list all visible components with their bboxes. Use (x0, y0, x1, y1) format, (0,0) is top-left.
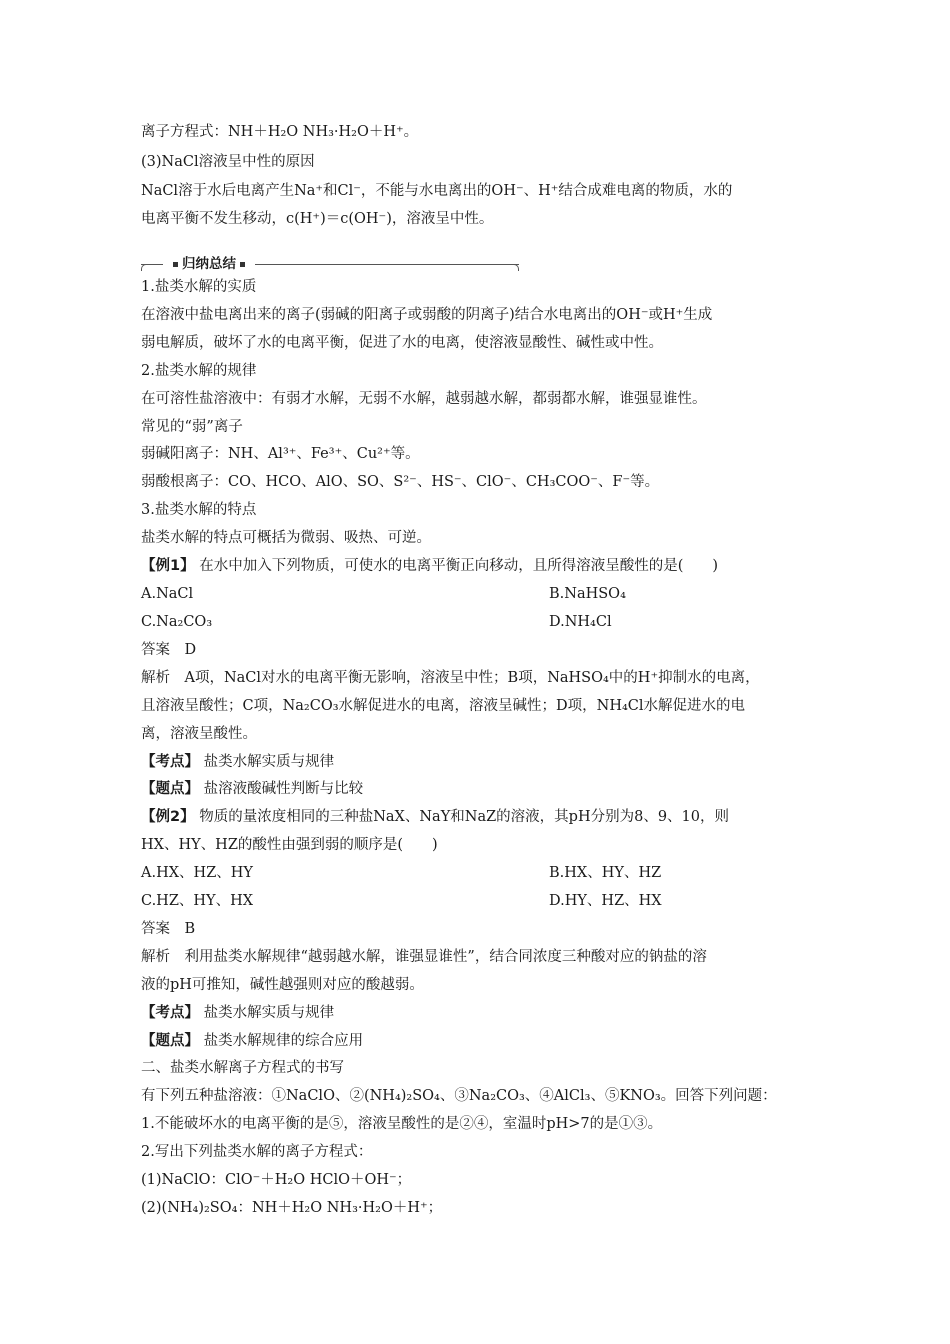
section-2-heading: 二、盐类水解离子方程式的书写 (141, 1060, 344, 1076)
example-1-kaodian: 【考点】 盐类水解实质与规律 (141, 754, 335, 770)
option-a: A.NaCl (141, 586, 194, 602)
option-d: D.HY、HZ、HX (549, 893, 662, 909)
example-2-options-cd (141, 891, 821, 911)
summary-header (141, 257, 519, 271)
option-a: A.HX、HZ、HY (141, 865, 253, 881)
question-2-prompt: 2.写出下列盐类水解的离子方程式： (141, 1144, 373, 1160)
nacl-neutral-heading: (3)NaCl溶液呈中性的原因 (141, 154, 315, 170)
example-2-question-2: HX、HY、HZ的酸性由强到弱的顺序是( ) (141, 837, 438, 853)
example-2-answer: 答案 B (141, 921, 196, 937)
example-1-answer: 答案 D (141, 642, 197, 658)
example-2-explanation-2: 液的pH可推知，碱性越强则对应的酸越弱。 (141, 977, 424, 993)
naclo-equation: (1)NaClO：ClO⁻＋H₂O HClO＋OH⁻； (141, 1172, 412, 1188)
example-2-kaodian: 【考点】 盐类水解实质与规律 (141, 1005, 335, 1021)
summary-item-2-title: 2.盐类水解的规律 (141, 363, 257, 379)
weak-ions-heading: 常见的“弱”离子 (141, 419, 243, 435)
option-b: B.NaHSO₄ (549, 586, 626, 602)
example-1-question: 【例1】 在水中加入下列物质，可使水的电离平衡正向移动，且所得溶液呈酸性的是( ) (141, 558, 719, 574)
summary-item-3-text: 盐类水解的特点可概括为微弱、吸热、可逆。 (141, 530, 431, 546)
example-1-options-ab (141, 584, 821, 604)
example-2-tidian: 【题点】 盐类水解规律的综合应用 (141, 1033, 364, 1049)
square-icon (173, 262, 178, 267)
option-b: B.HX、HY、HZ (549, 865, 662, 881)
summary-item-1-title: 1.盐类水解的实质 (141, 279, 257, 295)
example-1-explanation-3: 离，溶液呈酸性。 (141, 726, 257, 742)
summary-item-1-text-2: 弱电解质，破坏了水的电离平衡，促进了水的电离，使溶液显酸性、碱性或中性。 (141, 335, 663, 351)
summary-title: 归纳总结 (182, 256, 236, 272)
square-icon (240, 262, 245, 267)
weak-base-cations: 弱碱阳离子：NH、Al³⁺、Fe³⁺、Cu²⁺等。 (141, 446, 420, 462)
summary-item-3-title: 3.盐类水解的特点 (141, 502, 257, 518)
five-salts-intro: 有下列五种盐溶液：①NaClO、②(NH₄)₂SO₄、③Na₂CO₃、④AlCl₃、⑤KNO₃。回答下列问题： (141, 1088, 777, 1104)
summary-item-2-text: 在可溶性盐溶液中：有弱才水解，无弱不水解，越弱越水解，都弱都水解，谁强显谁性。 (141, 391, 707, 407)
example-1-explanation-1: 解析 A项，NaCl对水的电离平衡无影响，溶液呈中性；B项，NaHSO₄中的H⁺抑制水的电离， (141, 670, 760, 686)
summary-item-1-text-1: 在溶液中盐电离出来的离子(弱碱的阳离子或弱酸的阴离子)结合水电离出的OH⁻或H⁺生成 (141, 307, 713, 323)
example-2-question-1: 【例2】 物质的量浓度相同的三种盐NaX、NaY和NaZ的溶液，其pH分别为8、9、10，则 (141, 809, 729, 825)
example-1-tidian: 【题点】 盐溶液酸碱性判断与比较 (141, 781, 364, 797)
ionic-equation-line: 离子方程式：NH＋H₂O NH₃·H₂O＋H⁺。 (141, 124, 419, 140)
ammonium-sulfate-equation: (2)(NH₄)₂SO₄：NH＋H₂O NH₃·H₂O＋H⁺； (141, 1200, 443, 1216)
example-2-options-ab (141, 863, 821, 883)
example-2-explanation-1: 解析 利用盐类水解规律“越弱越水解，谁强显谁性”，结合同浓度三种酸对应的钠盐的溶 (141, 949, 707, 965)
option-d: D.NH₄Cl (549, 614, 612, 630)
example-1-explanation-2: 且溶液呈酸性；C项，Na₂CO₃水解促进水的电离，溶液呈碱性；D项，NH₄Cl水解促进水的电 (141, 698, 746, 714)
option-c: C.Na₂CO₃ (141, 614, 213, 630)
nacl-reason-line-1: NaCl溶于水后电离产生Na⁺和Cl⁻，不能与水电离出的OH⁻、H⁺结合成难电离的物质，水的 (141, 183, 733, 199)
nacl-reason-line-2: 电离平衡不发生移动，c(H⁺)＝c(OH⁻)，溶液呈中性。 (141, 211, 494, 227)
weak-acid-anions: 弱酸根离子：CO、HCO、AlO、SO、S²⁻、HS⁻、ClO⁻、CH₃COO⁻、F⁻等。 (141, 474, 660, 490)
question-1-answer: 1.不能破坏水的电离平衡的是⑤，溶液呈酸性的是②④，室温时pH>7的是①③。 (141, 1116, 663, 1132)
example-1-options-cd (141, 612, 821, 632)
option-c: C.HZ、HY、HX (141, 893, 254, 909)
